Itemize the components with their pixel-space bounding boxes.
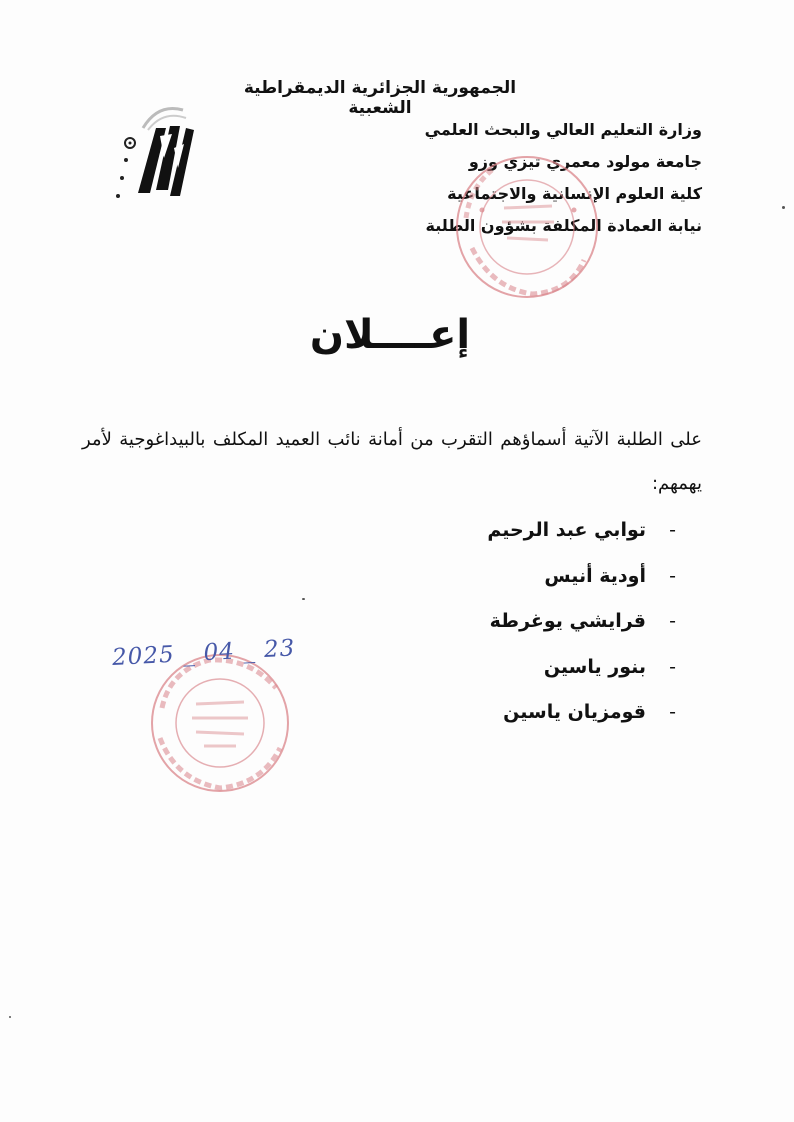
list-item <box>416 554 676 600</box>
faculty-name: كلية العلوم الإنسانية والاجتماعية <box>447 184 702 203</box>
student-name: بنور ياسين <box>543 655 646 678</box>
handwritten-date: 2025 _ 04 _ 23 <box>111 635 296 671</box>
list-item <box>416 599 676 645</box>
scan-speck <box>9 1016 11 1018</box>
list-bullet: - <box>669 655 676 678</box>
list-item <box>416 508 676 554</box>
list-bullet: - <box>669 519 676 541</box>
university-logo-icon <box>108 98 208 208</box>
student-name: قرايشي يوغرطة <box>489 610 646 632</box>
student-name: أودية أنيس <box>544 564 646 587</box>
student-name: قومزيان ياسين <box>503 701 646 723</box>
student-name: توابي عبد الرحيم <box>487 519 646 541</box>
announcement-title: إعــــلان <box>309 312 471 358</box>
list-bullet: - <box>669 564 676 587</box>
list-item <box>416 645 676 691</box>
list-bullet: - <box>669 610 676 632</box>
university-name: جامعة مولود معمري تيزي وزو <box>468 152 702 171</box>
vice-deanery-name: نيابة العمادة المكلفة بشؤون الطلبة <box>425 216 702 235</box>
list-item <box>416 690 676 736</box>
ministry-name: وزارة التعليم العالي والبحث العلمي <box>424 120 702 139</box>
scan-speck <box>782 206 785 209</box>
scan-speck <box>302 598 305 600</box>
official-round-stamp-icon <box>140 648 300 798</box>
republic-name: الجمهورية الجزائرية الديمقراطية الشعبية <box>243 78 517 118</box>
student-names-list <box>416 508 676 736</box>
list-bullet: - <box>669 701 676 723</box>
announcement-body: على الطلبة الآتية أسماؤهم التقرب من أمانة نائب العميد المكلف بالبيداغوجية لأمر يهمهم: <box>82 429 702 494</box>
faculty-stamp-icon <box>452 148 602 306</box>
